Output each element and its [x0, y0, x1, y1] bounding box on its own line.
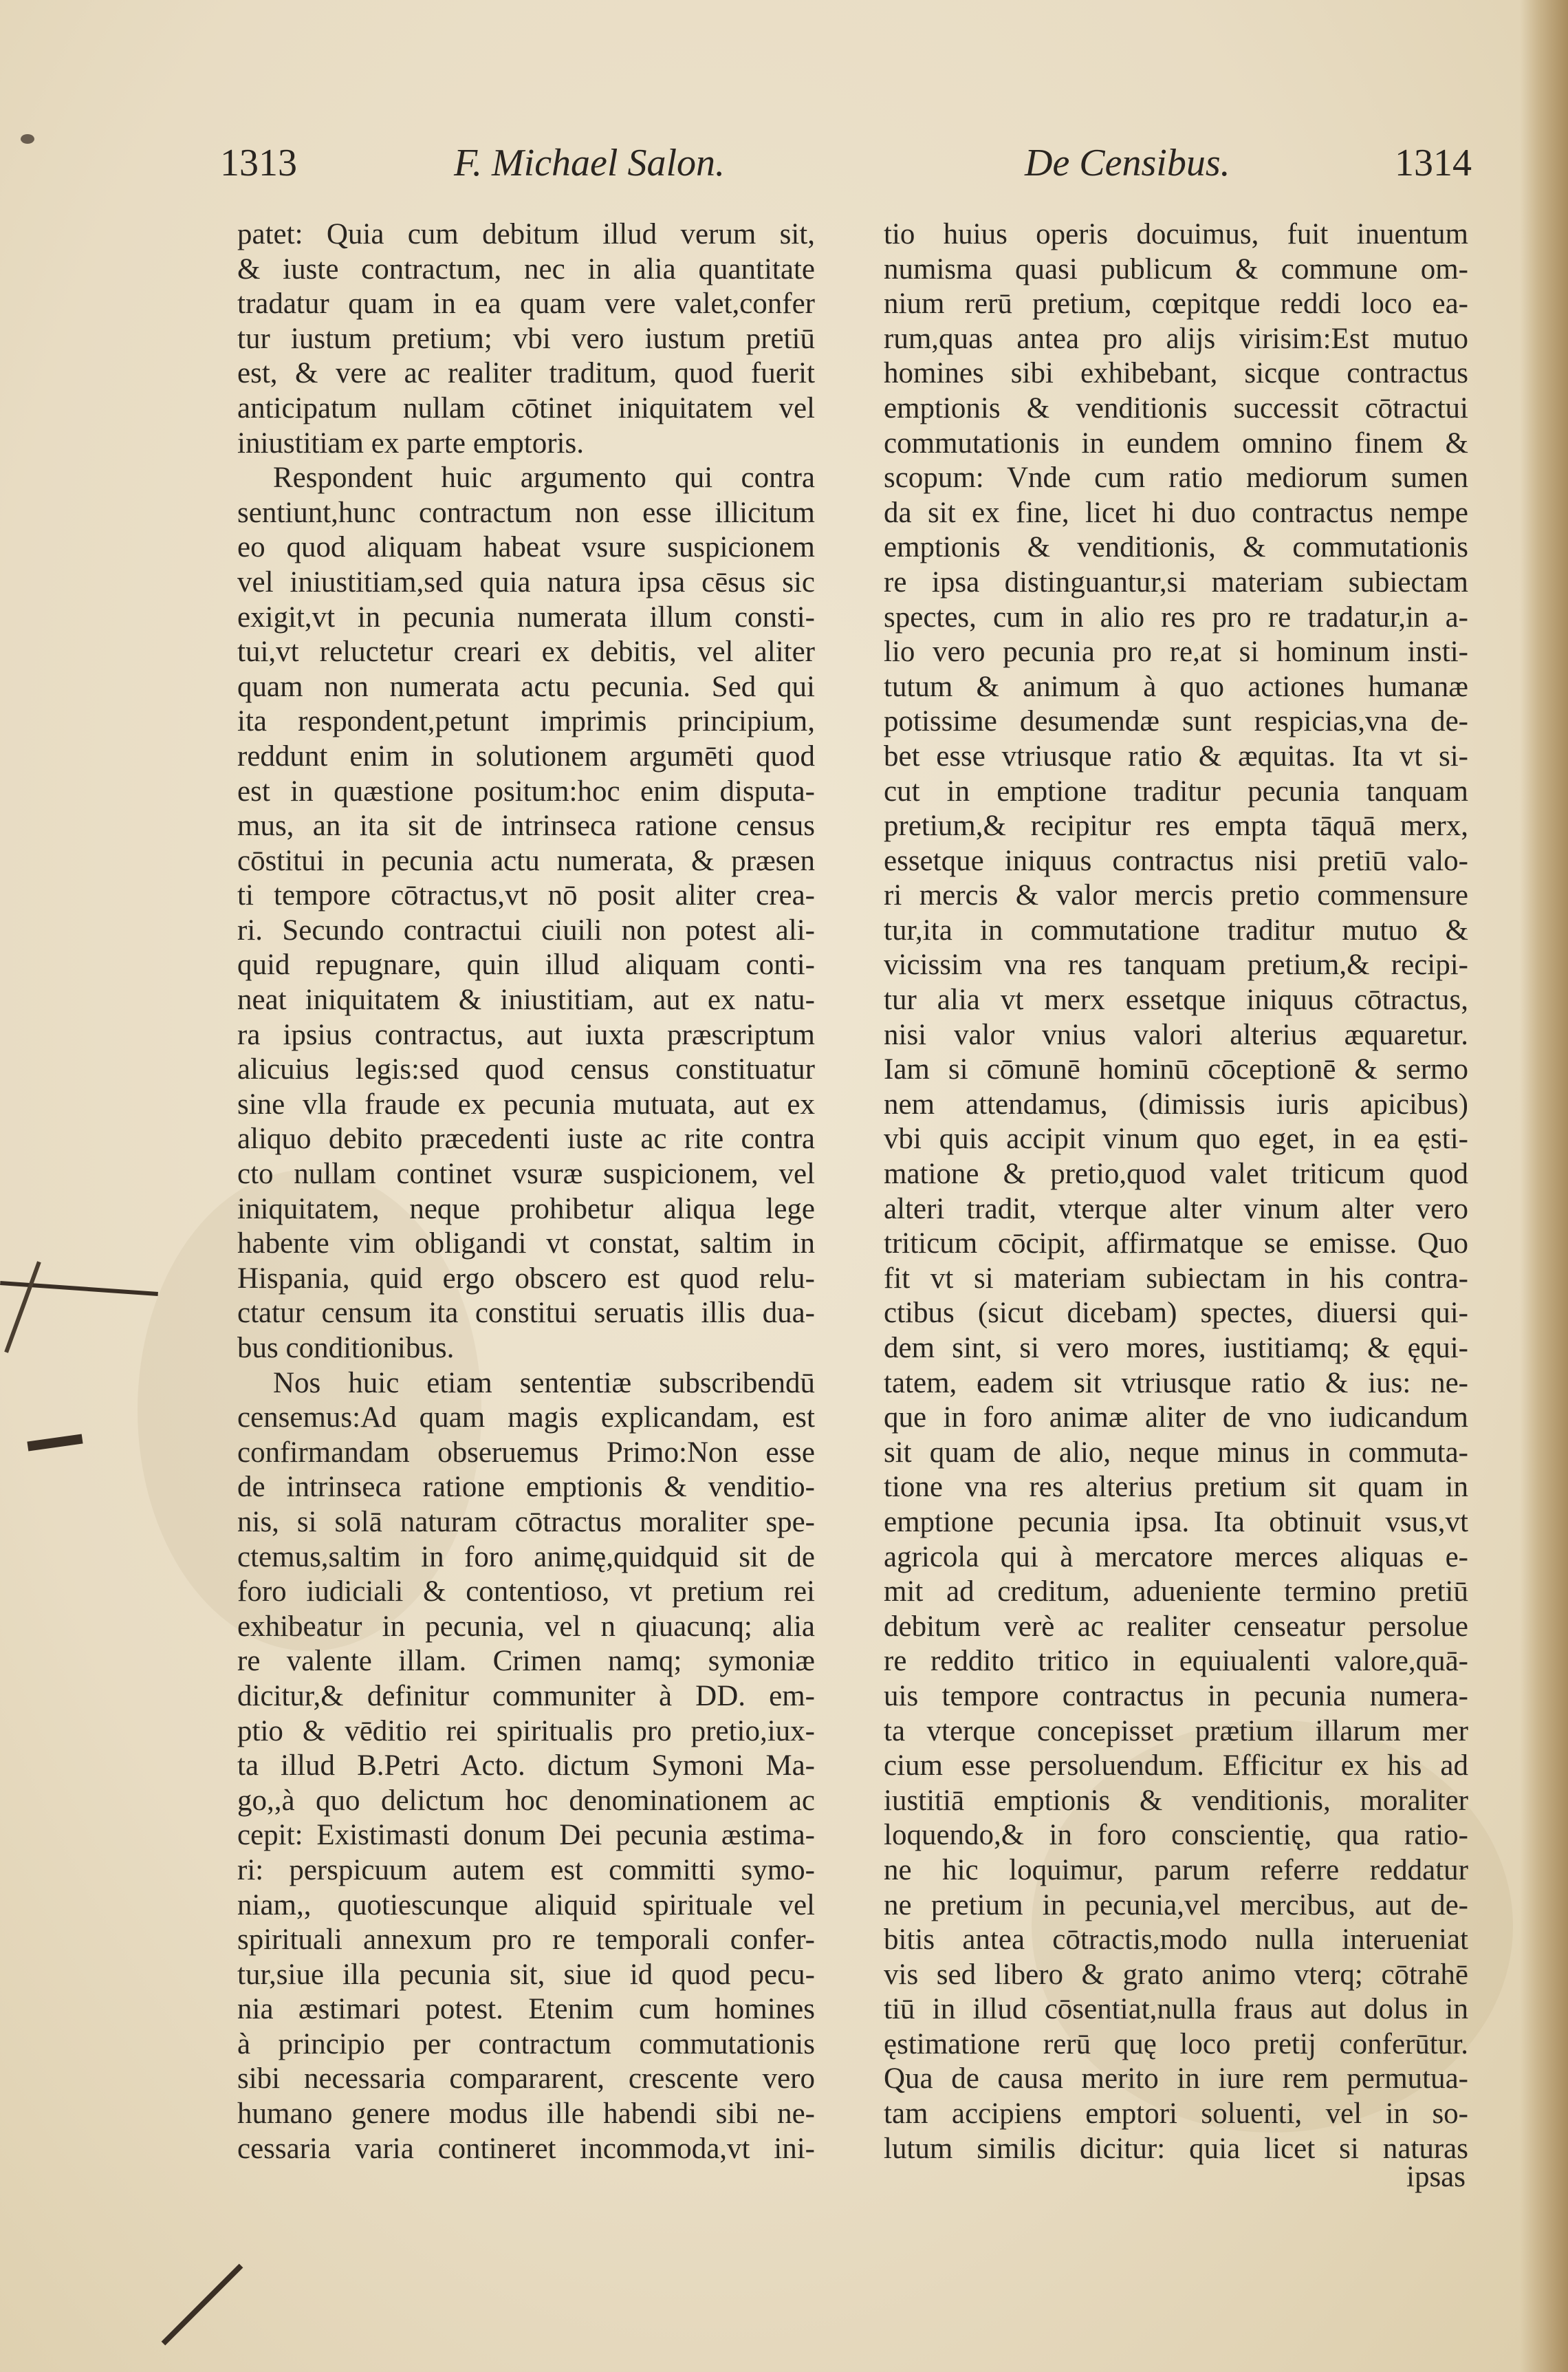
page-edge-shadow [1520, 0, 1568, 2372]
text-line: tui,vt reluctetur creari ex debitis, vel aliter [237, 636, 815, 669]
text-line: foro iudiciali & contentioso, vt pretium rei [237, 1575, 815, 1608]
text-line: cto nullam continet vsuræ suspicionem, vel [237, 1158, 815, 1191]
text-line: sine vlla fraude ex pecunia mutuata, aut ex [237, 1088, 815, 1121]
text-line: & iuste contractum, nec in alia quantitate [237, 252, 815, 285]
text-line: patet: Quia cum debitum illud verum sit, [237, 218, 815, 250]
text-line: uis tempore contractus in pecunia numera- [884, 1679, 1468, 1712]
text-line: spectes, cum in alio res pro re tradatur,in a- [884, 601, 1468, 634]
text-line: ri. Secundo contractui ciuili non potest ali- [237, 914, 815, 947]
text-line: ctatur censum ita constitui seruatis illis dua- [237, 1297, 815, 1330]
text-line: lio vero pecunia pro re,at si hominum insti- [884, 636, 1468, 669]
text-line: iustitiā emptionis & venditionis, moraliter [884, 1784, 1468, 1817]
text-line: mus, an ita sit de intrinseca ratione census [237, 810, 815, 843]
text-line: aliquo debito præcedenti iuste ac rite contra [237, 1123, 815, 1156]
text-line: tio huius operis docuimus, fuit inuentum [884, 218, 1468, 250]
running-title-subject: De Censibus. [1025, 142, 1230, 184]
ink-stroke [4, 1261, 41, 1353]
page-number-left: 1313 [220, 142, 297, 184]
text-line: sit quam de alio, neque minus in commuta- [884, 1436, 1468, 1469]
text-line: ta illud B.Petri Acto. dictum Symoni Ma- [237, 1749, 815, 1782]
text-line: tiū in illud cōsentiat,nulla fraus aut dolus in [884, 1993, 1468, 2026]
text-line: triticum cōcipit, affirmatque se emisse. Quo [884, 1227, 1468, 1260]
text-line: cepit: Existimasti donum Dei pecunia æstima- [237, 1819, 815, 1852]
text-line: iniquitatem, neque prohibetur aliqua lege [237, 1192, 815, 1225]
text-line: ri mercis & valor mercis pretio commensure [884, 879, 1468, 912]
text-line: vel iniustitiam,sed quia natura ipsa cēsus sic [237, 565, 815, 599]
text-line: numisma quasi publicum & commune om- [884, 252, 1468, 285]
text-line: tur,siue illa pecunia sit, siue id quod pecu- [237, 1958, 815, 1991]
text-line: tam accipiens emptori soluenti, vel in so- [884, 2098, 1468, 2131]
text-line: bitis antea cōtractis,modo nulla interueniat [884, 1923, 1468, 1956]
text-line: ri: perspicuum autem est committi symo- [237, 1853, 815, 1886]
text-line: alicuius legis:sed quod census constituatur [237, 1053, 815, 1086]
text-line: tur iustum pretium; vbi vero iustum pretiū [237, 322, 815, 355]
text-line: dem sint, si vero mores, iustitiamq; & ęqui- [884, 1332, 1468, 1364]
text-line: vis sed libero & grato animo vterq; cōtrahē [884, 1958, 1468, 1991]
text-line: alteri tradit, vterque alter vinum alter vero [884, 1192, 1468, 1225]
text-line: re valente illam. Crimen namq; symoniæ [237, 1645, 815, 1678]
text-line: vbi quis accipit vinum quo eget, in ea ęsti- [884, 1123, 1468, 1156]
text-line: cessaria varia contineret incommoda,vt ini- [237, 2132, 815, 2165]
ink-blot [0, 1281, 158, 1296]
text-line: loquendo,& in foro conscientię, qua ratio- [884, 1819, 1468, 1852]
text-line: est in quæstione positum:hoc enim disputa- [237, 775, 815, 808]
text-line: ęstimatione rerū quę loco pretij conferūtur. [884, 2027, 1468, 2060]
text-line: bus conditionibus. [237, 1332, 455, 1364]
catchword: ipsas [1406, 2161, 1466, 2193]
text-line: rum,quas antea pro alijs virisim:Est mutuo [884, 322, 1468, 355]
text-line: mit ad creditum, adueniente termino pretiū [884, 1575, 1468, 1608]
text-line: ta vterque concepisset prætium illarum mer [884, 1714, 1468, 1747]
text-line: emptionis & venditionis, & commutationis [884, 531, 1468, 564]
text-line: Hispania, quid ergo obscero est quod relu- [237, 1262, 815, 1295]
text-line: de intrinseca ratione emptionis & venditio- [237, 1471, 815, 1504]
text-line: exhibeatur in pecunia, vel n qiuacunq; alia [237, 1610, 815, 1643]
text-line: bet esse vtriusque ratio & æquitas. Ita vt si- [884, 740, 1468, 773]
text-line: cium esse persoluendum. Efficitur ex his ad [884, 1749, 1468, 1782]
page-number-right: 1314 [1395, 142, 1472, 184]
text-line: reddunt enim in solutionem argumēti quod [237, 740, 815, 773]
text-line: confirmandam obseruemus Primo:Non esse [237, 1436, 815, 1469]
text-line: neat iniquitatem & iniustitiam, aut ex natu- [237, 984, 815, 1017]
text-line: sibi necessaria compararent, crescente vero [237, 2062, 815, 2095]
text-line: ctemus,saltim in foro animę,quidquid sit de [237, 1540, 815, 1573]
text-line: nia æstimari potest. Etenim cum homines [237, 1993, 815, 2026]
text-line: potissime desumendæ sunt respicias,vna de- [884, 705, 1468, 738]
text-line: tione vna res alterius pretium sit quam in [884, 1471, 1468, 1504]
text-line: nisi valor vnius valori alterius æquaretur. [884, 1018, 1468, 1051]
text-line: ita respondent,petunt imprimis principium, [237, 705, 815, 738]
text-line: que in foro animæ aliter de vno iudicandum [884, 1401, 1468, 1434]
ink-dot [21, 134, 34, 144]
text-line: Respondent huic argumento qui contra [273, 462, 815, 495]
text-line: quid repugnare, quin illud aliquam conti- [237, 949, 815, 982]
text-column-right [884, 217, 1468, 2166]
text-line: est, & vere ac realiter traditum, quod fuerit [237, 357, 815, 390]
text-line: eo quod aliquam habeat vsure suspicionem [237, 531, 815, 564]
text-line: Qua de causa merito in iure rem permutua- [884, 2062, 1468, 2095]
text-line: iniustitiam ex parte emptoris. [237, 427, 584, 460]
text-line: à principio per contractum commutationis [237, 2027, 815, 2060]
text-line: scopum: Vnde cum ratio mediorum sumen [884, 462, 1468, 495]
text-line: lutum similis dicitur: quia licet si naturas [884, 2132, 1468, 2165]
text-line: emptione pecunia ipsa. Ita obtinuit vsus,vt [884, 1505, 1468, 1538]
text-line: pretium,& recipitur res empta tāquā merx, [884, 810, 1468, 843]
text-line: ne hic loquimur, parum referre reddatur [884, 1853, 1468, 1886]
text-line: dicitur,& definitur communiter à DD. em- [237, 1679, 815, 1712]
text-line: exigit,vt in pecunia numerata illum consti- [237, 601, 815, 634]
text-line: sentiunt,hunc contractum non esse illicitum [237, 496, 815, 529]
text-line: nis, si solā naturam cōtractus moraliter spe- [237, 1505, 815, 1538]
text-line: anticipatum nullam cōtinet iniquitatem vel [237, 391, 815, 424]
ink-blot [27, 1434, 83, 1452]
text-line: homines sibi exhibebant, sicque contractus [884, 357, 1468, 390]
text-line: emptionis & venditionis successit cōtractui [884, 391, 1468, 424]
text-line: Iam si cōmunē hominū cōceptionē & sermo [884, 1053, 1468, 1086]
pen-stroke [162, 2264, 243, 2346]
text-line: habente vim obligandi vt constat, saltim in [237, 1227, 815, 1260]
text-line: fit vt si materiam subiectam in his contra- [884, 1262, 1468, 1295]
text-line: ne pretium in pecunia,vel mercibus, aut de- [884, 1888, 1468, 1921]
text-line: vicissim vna res tanquam pretium,& recipi- [884, 949, 1468, 982]
text-line: tur,ita in commutatione traditur mutuo & [884, 914, 1468, 947]
text-line: nem attendamus, (dimissis iuris apicibus) [884, 1088, 1468, 1121]
text-line: cōstitui in pecunia actu numerata, & præsen [237, 844, 815, 877]
text-column-left [237, 217, 815, 2166]
text-line: go,,à quo delictum hoc denominationem ac [237, 1784, 815, 1817]
text-line: ti tempore cōtractus,vt nō posit aliter crea- [237, 879, 815, 912]
text-line: agricola qui à mercatore merces aliquas e- [884, 1540, 1468, 1573]
text-line: essetque iniquus contractus nisi pretiū valo- [884, 844, 1468, 877]
text-line: censemus:Ad quam magis explicandam, est [237, 1401, 815, 1434]
text-line: tatem, eadem sit vtriusque ratio & ius: ne- [884, 1366, 1468, 1399]
text-line: re ipsa distinguantur,si materiam subiectam [884, 565, 1468, 599]
running-title-author: F. Michael Salon. [454, 142, 726, 184]
text-line: re reddito tritico in equiualenti valore,quā- [884, 1645, 1468, 1678]
text-line: debitum verè ac realiter censeatur persolue [884, 1610, 1468, 1643]
text-line: tradatur quam in ea quam vere valet,confer [237, 288, 815, 321]
text-line: matione & pretio,quod valet triticum quod [884, 1158, 1468, 1191]
text-line: quam non numerata actu pecunia. Sed qui [237, 670, 815, 703]
text-line: spirituali annexum pro re temporali confer- [237, 1923, 815, 1956]
text-line: ptio & vēditio rei spiritualis pro pretio,iux- [237, 1714, 815, 1747]
text-line: niam,, quotiescunque aliquid spirituale vel [237, 1888, 815, 1921]
text-line: nium rerū pretium, cœpitque reddi loco ea- [884, 288, 1468, 321]
text-line: Nos huic etiam sententiæ subscribendū [273, 1366, 815, 1399]
text-line: ctibus (sicut dicebam) spectes, diuersi qui- [884, 1297, 1468, 1330]
running-header [220, 141, 1472, 196]
text-line: humano genere modus ille habendi sibi ne- [237, 2098, 815, 2131]
text-line: cut in emptione traditur pecunia tanquam [884, 775, 1468, 808]
text-line: ra ipsius contractus, aut iuxta præscriptum [237, 1018, 815, 1051]
text-line: tutum & animum à quo actiones humanæ [884, 670, 1468, 703]
text-line: commutationis in eundem omnino finem & [884, 427, 1468, 460]
text-line: da sit ex fine, licet hi duo contractus nempe [884, 496, 1468, 529]
text-line: tur alia vt merx essetque iniquus cōtractus, [884, 984, 1468, 1017]
